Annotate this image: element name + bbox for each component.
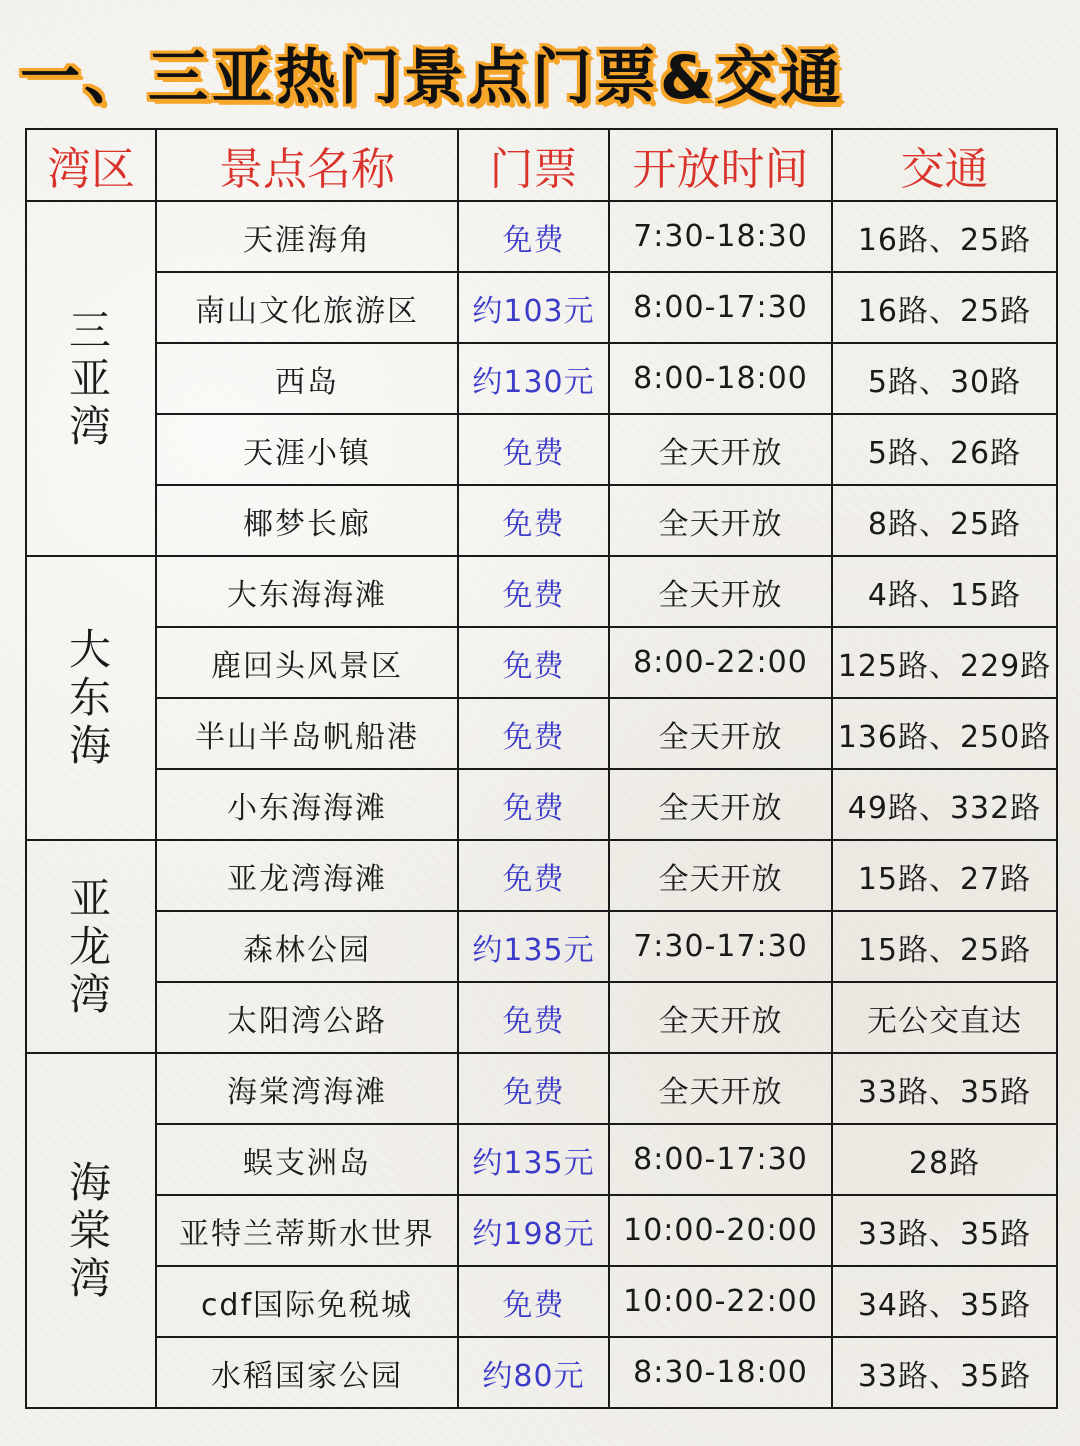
transit-cell: 16路、25路 xyxy=(832,201,1057,272)
ticket-price-cell: 约135元 xyxy=(458,1124,609,1195)
table-row xyxy=(26,1266,1057,1337)
header-transit: 交通 xyxy=(832,129,1057,201)
table-body xyxy=(26,201,1057,1408)
table-row xyxy=(26,982,1057,1053)
opening-hours-cell: 7:30-18:30 xyxy=(609,201,832,272)
region-label: 海棠湾 xyxy=(68,1157,113,1303)
attraction-name-cell: 亚特兰蒂斯水世界 xyxy=(156,1195,458,1266)
transit-cell: 15路、25路 xyxy=(832,911,1057,982)
transit-cell: 33路、35路 xyxy=(832,1053,1057,1124)
ticket-price-cell: 免费 xyxy=(458,556,609,627)
attraction-name-cell: 南山文化旅游区 xyxy=(156,272,458,343)
ticket-price-cell: 免费 xyxy=(458,1266,609,1337)
transit-cell: 34路、35路 xyxy=(832,1266,1057,1337)
ticket-price-cell: 约198元 xyxy=(458,1195,609,1266)
table-row xyxy=(26,556,1057,627)
transit-cell: 无公交直达 xyxy=(832,982,1057,1053)
opening-hours-cell: 全天开放 xyxy=(609,840,832,911)
page-title: 一、三亚热门景点门票&交通 xyxy=(20,43,845,113)
ticket-price-cell: 约103元 xyxy=(458,272,609,343)
table-row xyxy=(26,343,1057,414)
attraction-name-cell: 海棠湾海滩 xyxy=(156,1053,458,1124)
transit-cell: 8路、25路 xyxy=(832,485,1057,556)
opening-hours-cell: 10:00-22:00 xyxy=(609,1266,832,1337)
ticket-price-cell: 免费 xyxy=(458,698,609,769)
opening-hours-cell: 全天开放 xyxy=(609,769,832,840)
opening-hours-cell: 8:00-22:00 xyxy=(609,627,832,698)
transit-cell: 5路、30路 xyxy=(832,343,1057,414)
table-row xyxy=(26,1124,1057,1195)
attraction-name-cell: 半山半岛帆船港 xyxy=(156,698,458,769)
attraction-name-cell: 蜈支洲岛 xyxy=(156,1124,458,1195)
region-label: 三亚湾 xyxy=(68,305,113,451)
transit-cell: 16路、25路 xyxy=(832,272,1057,343)
attraction-name-cell: 太阳湾公路 xyxy=(156,982,458,1053)
transit-cell: 15路、27路 xyxy=(832,840,1057,911)
table-row xyxy=(26,1195,1057,1266)
opening-hours-cell: 8:00-18:00 xyxy=(609,343,832,414)
ticket-price-cell: 免费 xyxy=(458,414,609,485)
transit-cell: 33路、35路 xyxy=(832,1195,1057,1266)
attraction-name-cell: 椰梦长廊 xyxy=(156,485,458,556)
ticket-price-cell: 免费 xyxy=(458,769,609,840)
opening-hours-cell: 8:00-17:30 xyxy=(609,1124,832,1195)
table-row xyxy=(26,485,1057,556)
table-row xyxy=(26,627,1057,698)
table-row xyxy=(26,911,1057,982)
attraction-name-cell: 亚龙湾海滩 xyxy=(156,840,458,911)
transit-cell: 136路、250路 xyxy=(832,698,1057,769)
attraction-name-cell: 天涯小镇 xyxy=(156,414,458,485)
attraction-name-cell: 鹿回头风景区 xyxy=(156,627,458,698)
opening-hours-cell: 全天开放 xyxy=(609,556,832,627)
opening-hours-cell: 全天开放 xyxy=(609,698,832,769)
table-row xyxy=(26,272,1057,343)
attraction-name-cell: 水稻国家公园 xyxy=(156,1337,458,1408)
ticket-price-cell: 免费 xyxy=(458,1053,609,1124)
region-label: 亚龙湾 xyxy=(68,873,113,1019)
opening-hours-cell: 8:00-17:30 xyxy=(609,272,832,343)
opening-hours-cell: 全天开放 xyxy=(609,982,832,1053)
ticket-price-cell: 约135元 xyxy=(458,911,609,982)
opening-hours-cell: 8:30-18:00 xyxy=(609,1337,832,1408)
ticket-price-cell: 免费 xyxy=(458,627,609,698)
region-cell xyxy=(26,840,156,1053)
table-row xyxy=(26,201,1057,272)
attraction-name-cell: 天涯海角 xyxy=(156,201,458,272)
opening-hours-cell: 全天开放 xyxy=(609,1053,832,1124)
opening-hours-cell: 全天开放 xyxy=(609,485,832,556)
attractions-table xyxy=(25,128,1058,1409)
region-cell xyxy=(26,201,156,556)
ticket-price-cell: 约80元 xyxy=(458,1337,609,1408)
header-attraction-name: 景点名称 xyxy=(156,129,458,201)
table-row xyxy=(26,1053,1057,1124)
header-opening-hours: 开放时间 xyxy=(609,129,832,201)
region-label: 大东海 xyxy=(68,625,113,770)
table-row xyxy=(26,414,1057,485)
ticket-price-cell: 约130元 xyxy=(458,343,609,414)
table-row xyxy=(26,1337,1057,1408)
table-row xyxy=(26,840,1057,911)
table-header-row xyxy=(26,129,1057,201)
opening-hours-cell: 全天开放 xyxy=(609,414,832,485)
opening-hours-cell: 7:30-17:30 xyxy=(609,911,832,982)
ticket-price-cell: 免费 xyxy=(458,982,609,1053)
transit-cell: 5路、26路 xyxy=(832,414,1057,485)
table-row xyxy=(26,698,1057,769)
ticket-price-cell: 免费 xyxy=(458,201,609,272)
region-cell xyxy=(26,1053,156,1408)
attraction-name-cell: 小东海海滩 xyxy=(156,769,458,840)
transit-cell: 28路 xyxy=(832,1124,1057,1195)
transit-cell: 4路、15路 xyxy=(832,556,1057,627)
header-region: 湾区 xyxy=(26,129,156,201)
attraction-name-cell: 西岛 xyxy=(156,343,458,414)
header-ticket: 门票 xyxy=(458,129,609,201)
transit-cell: 49路、332路 xyxy=(832,769,1057,840)
opening-hours-cell: 10:00-20:00 xyxy=(609,1195,832,1266)
attraction-name-cell: 森林公园 xyxy=(156,911,458,982)
ticket-price-cell: 免费 xyxy=(458,485,609,556)
transit-cell: 33路、35路 xyxy=(832,1337,1057,1408)
table-row xyxy=(26,769,1057,840)
ticket-price-cell: 免费 xyxy=(458,840,609,911)
transit-cell: 125路、229路 xyxy=(832,627,1057,698)
attraction-name-cell: cdf国际免税城 xyxy=(156,1266,458,1337)
attraction-name-cell: 大东海海滩 xyxy=(156,556,458,627)
region-cell xyxy=(26,556,156,840)
